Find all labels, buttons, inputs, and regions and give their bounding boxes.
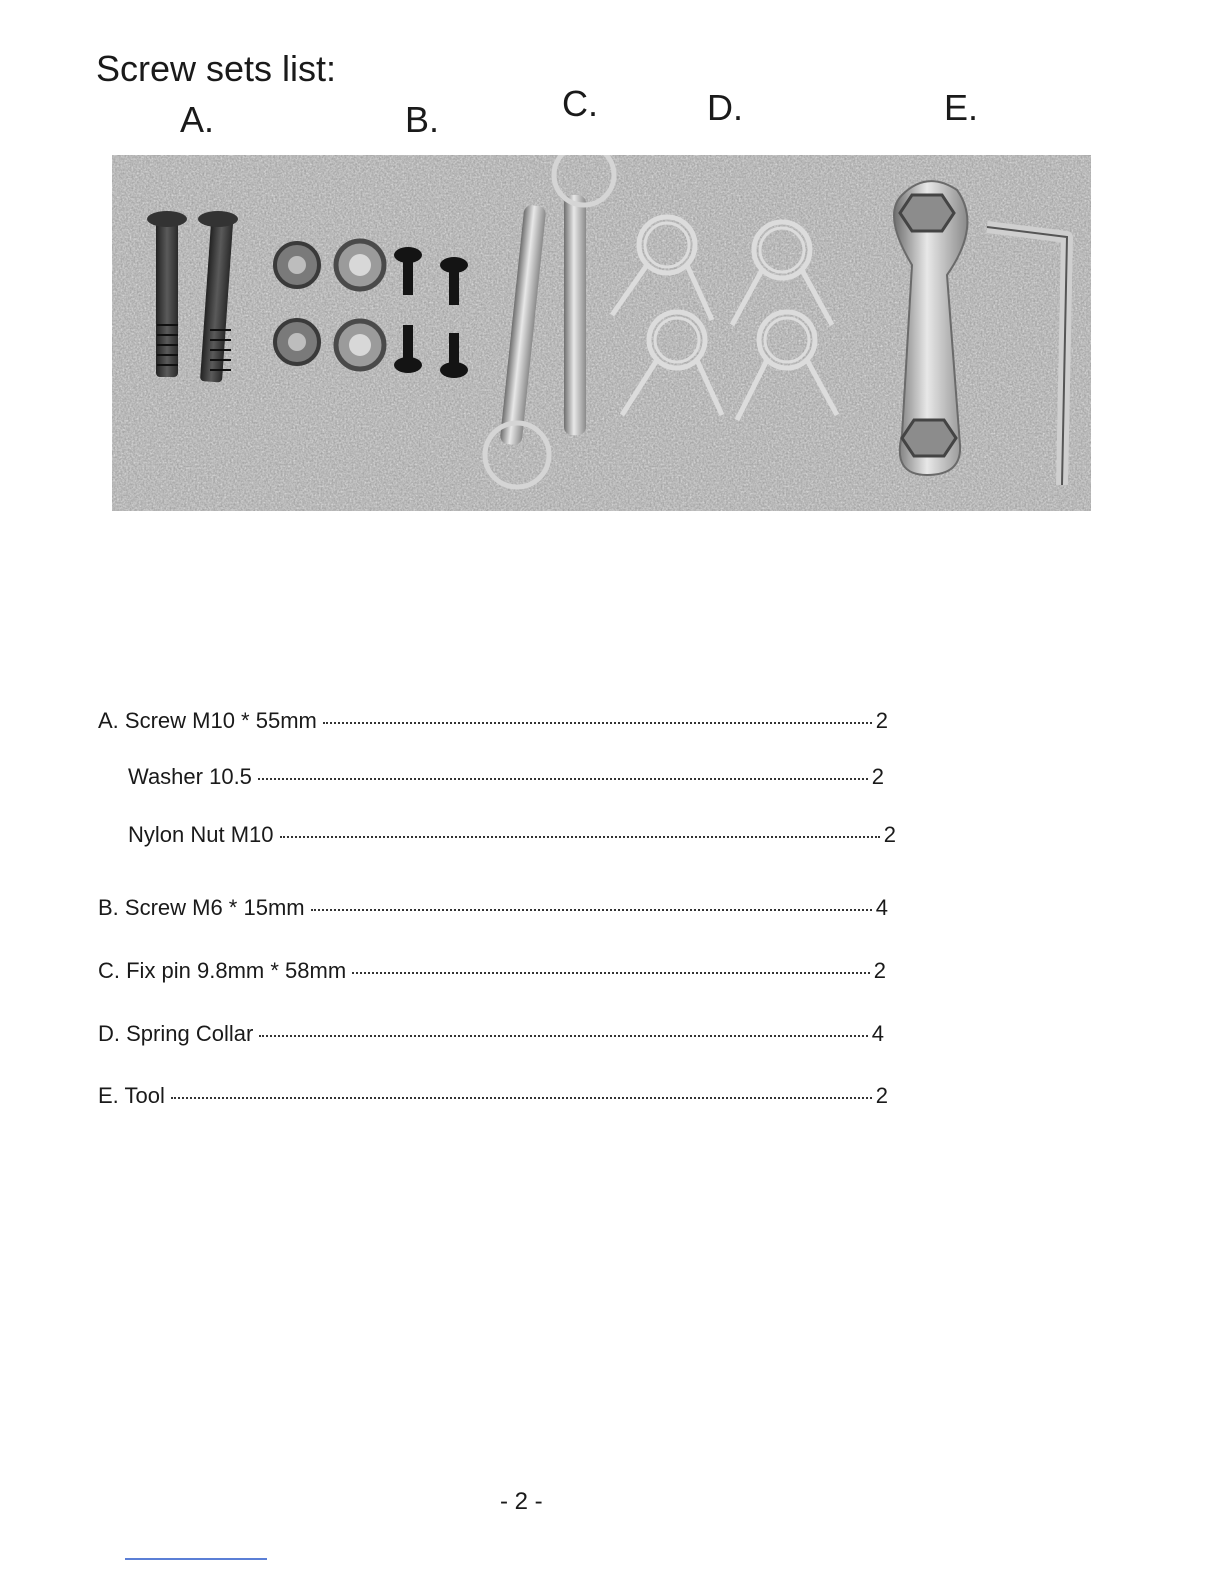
list-item — [98, 895, 888, 921]
item-quantity: 4 — [871, 1021, 884, 1046]
item-quantity: 2 — [883, 822, 896, 847]
footer-rule — [125, 1558, 267, 1560]
item-label: C. Fix pin 9.8mm * 58mm — [98, 958, 347, 983]
leader-dots — [352, 972, 870, 974]
hardware-parts-photo — [112, 155, 1091, 511]
leader-dots — [258, 778, 868, 780]
photo-label-b: B. — [405, 99, 440, 140]
list-item — [98, 708, 888, 734]
leader-dots — [280, 836, 880, 838]
item-label: B. Screw M6 * 15mm — [98, 895, 305, 920]
list-item — [98, 1083, 888, 1109]
photo-label-e: E. — [944, 87, 979, 128]
leader-dots — [171, 1097, 872, 1099]
list-item — [128, 822, 896, 848]
photo-label-a: A. — [180, 99, 215, 140]
page-number: - 2 - — [500, 1488, 543, 1515]
item-quantity: 2 — [871, 764, 884, 789]
item-label: E. Tool — [98, 1083, 165, 1108]
leader-dots — [311, 909, 872, 911]
item-label: Nylon Nut M10 — [128, 822, 274, 847]
leader-dots — [259, 1035, 867, 1037]
item-quantity: 4 — [875, 895, 888, 920]
photo-label-d: D. — [707, 87, 743, 128]
photo-label-c: C. — [562, 83, 598, 124]
item-label: Washer 10.5 — [128, 764, 252, 789]
leader-dots — [323, 722, 872, 724]
list-item — [98, 1021, 884, 1047]
page-title: Screw sets list: — [96, 48, 337, 89]
item-quantity: 2 — [875, 1083, 888, 1108]
item-quantity: 2 — [873, 958, 886, 983]
list-item — [98, 958, 886, 984]
item-quantity: 2 — [875, 708, 888, 733]
item-label: D. Spring Collar — [98, 1021, 254, 1046]
list-item — [128, 764, 884, 790]
item-label: A. Screw M10 * 55mm — [98, 708, 317, 733]
